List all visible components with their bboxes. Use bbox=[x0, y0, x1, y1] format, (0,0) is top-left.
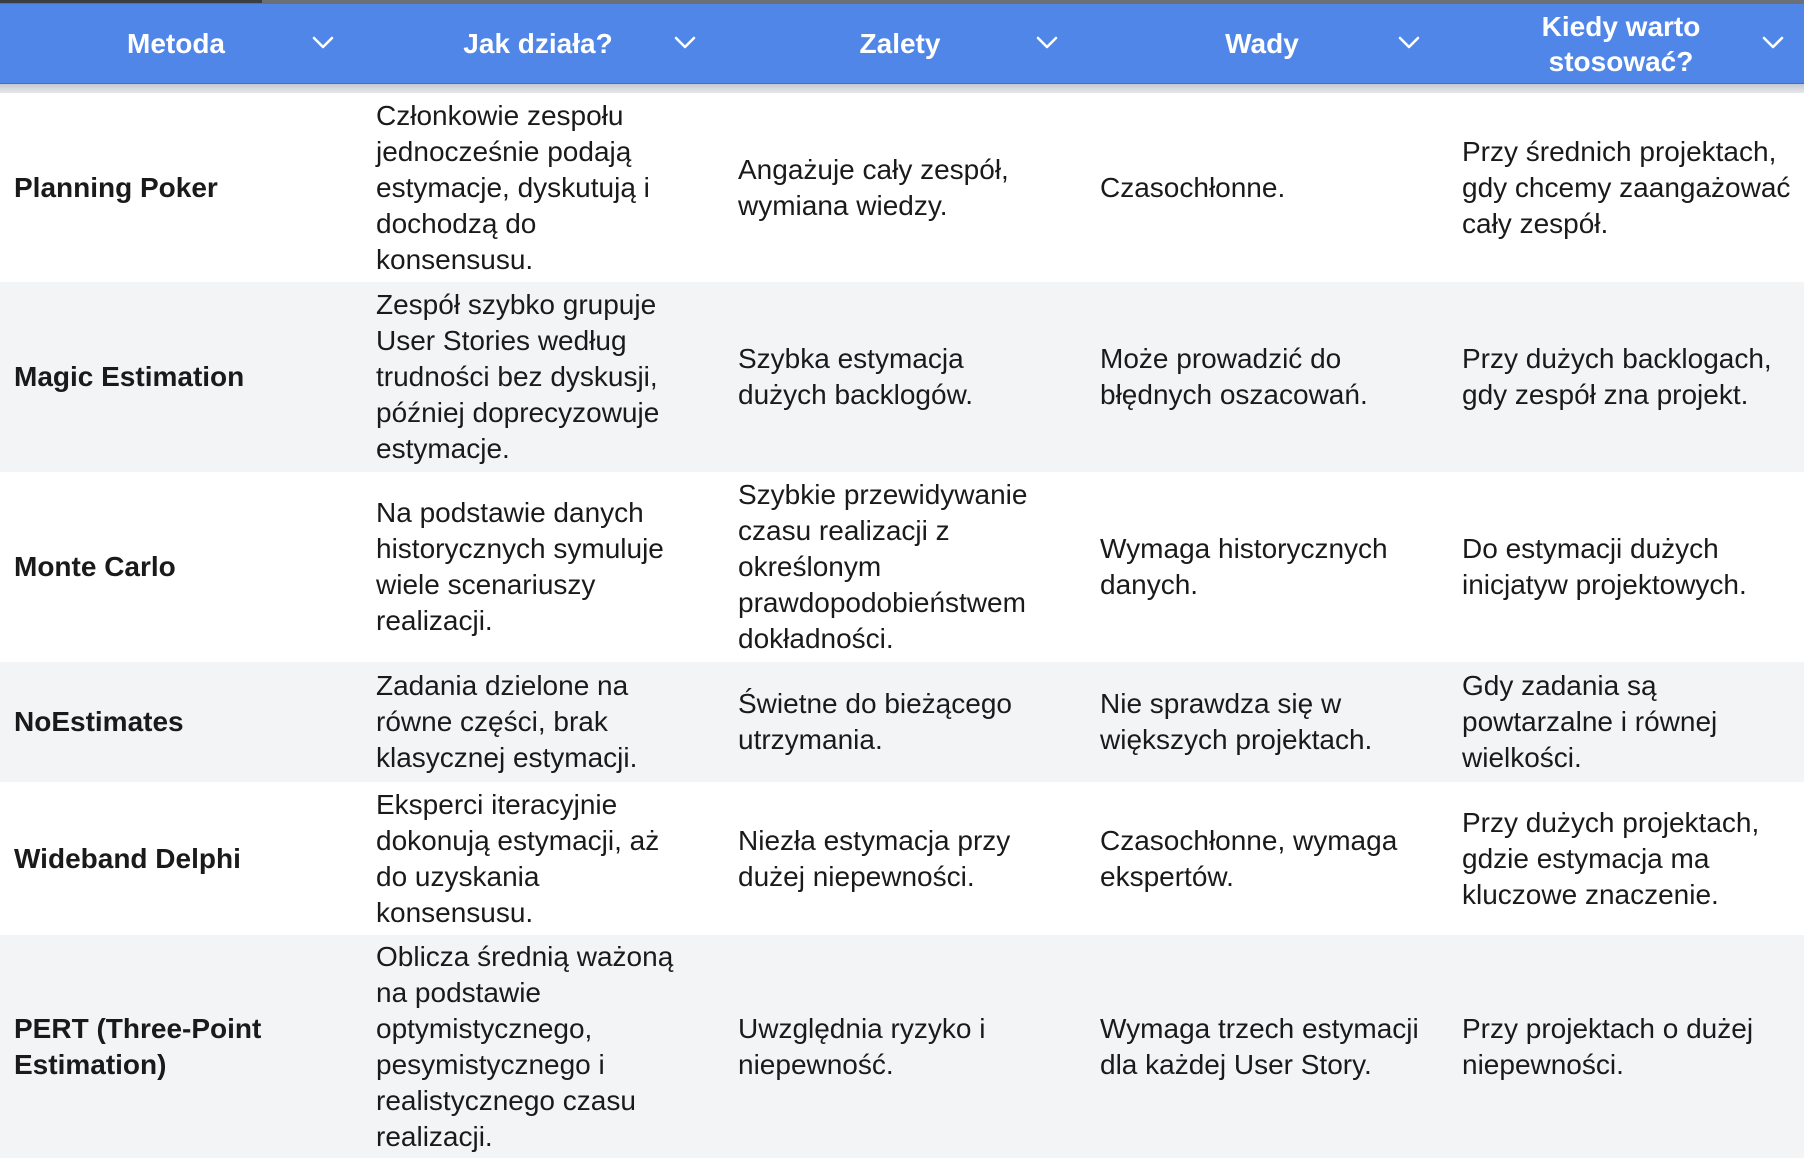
table-row bbox=[0, 935, 1804, 1158]
column-header-label: Kiedy warto stosować? bbox=[1541, 10, 1701, 77]
column-header-wady[interactable] bbox=[1086, 4, 1448, 83]
column-header-kiedy-warto[interactable] bbox=[1448, 4, 1804, 83]
column-header-jak-dziala[interactable] bbox=[362, 4, 724, 83]
column-header-label: Jak działa? bbox=[463, 28, 613, 59]
cell-how: Członkowie zespołu jednocześnie podają estymacje, dyskutują i dochodzą do konsensusu. bbox=[376, 99, 650, 275]
cell-method: NoEstimates bbox=[14, 706, 184, 737]
cell-how: Zespół szybko grupuje User Stories według trudności bez dyskusji, później doprecyzowuje estymacje. bbox=[376, 289, 660, 464]
cell-method: Monte Carlo bbox=[14, 551, 176, 582]
cell-how: Na podstawie danych historycznych symuluje wiele scenariuszy realizacji. bbox=[376, 497, 664, 636]
column-header-label: Zalety bbox=[859, 28, 941, 59]
cell-pros: Angażuje cały zespół, wymiana wiedzy. bbox=[738, 153, 1009, 221]
cell-when: Przy średnich projektach, gdy chcemy zaangażować cały zespół. bbox=[1462, 135, 1791, 239]
cell-cons: Wymaga historycznych danych. bbox=[1100, 533, 1388, 600]
table-header bbox=[0, 4, 1804, 84]
column-header-label: Metoda bbox=[127, 28, 225, 59]
chevron-down-icon[interactable] bbox=[312, 36, 334, 50]
chevron-down-icon[interactable] bbox=[1036, 36, 1058, 50]
table-row bbox=[0, 662, 1804, 782]
cell-how: Eksperci iteracyjnie dokonują estymacji, aż do uzyskania konsensusu. bbox=[376, 788, 660, 928]
cell-method: Magic Estimation bbox=[14, 361, 245, 392]
header-divider bbox=[0, 84, 1804, 93]
cell-method: Planning Poker bbox=[14, 171, 218, 203]
table-row bbox=[0, 782, 1804, 935]
column-header-label: Wady bbox=[1225, 28, 1299, 59]
cell-how: Zadania dzielone na równe części, brak klasycznej estymacji. bbox=[376, 670, 638, 773]
chevron-down-icon[interactable] bbox=[1398, 36, 1420, 50]
cell-pros: Świetne do bieżącego utrzymania. bbox=[738, 688, 1012, 755]
cell-cons: Wymaga trzech estymacji dla każdej User Story. bbox=[1100, 1012, 1419, 1080]
cell-how: Oblicza średnią ważoną na podstawie optymistycznego, pesymistycznego i realistycznego czasu realizacji. bbox=[376, 940, 674, 1152]
cell-when: Do estymacji dużych inicjatyw projektowych. bbox=[1462, 533, 1747, 600]
cell-when: Przy projektach o dużej niepewności. bbox=[1462, 1012, 1754, 1080]
chevron-down-icon[interactable] bbox=[1762, 36, 1784, 50]
table-row bbox=[0, 472, 1804, 662]
cell-cons: Może prowadzić do błędnych oszacowań. bbox=[1100, 343, 1368, 410]
cell-cons: Czasochłonne, wymaga ekspertów. bbox=[1100, 824, 1398, 892]
cell-method: PERT (Three-Point Estimation) bbox=[14, 1012, 262, 1080]
cell-method: Wideband Delphi bbox=[14, 842, 241, 874]
cell-when: Gdy zadania są powtarzalne i równej wielkości. bbox=[1462, 670, 1718, 773]
column-header-metoda[interactable] bbox=[0, 4, 362, 83]
cell-pros: Uwzględnia ryzyko i niepewność. bbox=[738, 1012, 986, 1080]
cell-when: Przy dużych backlogach, gdy zespół zna projekt. bbox=[1462, 343, 1772, 410]
cell-pros: Szybka estymacja dużych backlogów. bbox=[738, 343, 974, 410]
cell-cons: Czasochłonne. bbox=[1100, 171, 1286, 203]
chevron-down-icon[interactable] bbox=[674, 36, 696, 50]
cell-when: Przy dużych projektach, gdzie estymacja ma kluczowe znaczenie. bbox=[1462, 806, 1760, 910]
column-header-zalety[interactable] bbox=[724, 4, 1086, 83]
cell-pros: Niezła estymacja przy dużej niepewności. bbox=[738, 824, 1011, 892]
table-row bbox=[0, 282, 1804, 472]
cell-pros: Szybkie przewidywanie czasu realizacji z określonym prawdopodobieństwem dokładności. bbox=[738, 479, 1028, 654]
table-row bbox=[0, 93, 1804, 282]
cell-cons: Nie sprawdza się w większych projektach. bbox=[1100, 688, 1373, 755]
tab-indicator bbox=[0, 0, 262, 3]
